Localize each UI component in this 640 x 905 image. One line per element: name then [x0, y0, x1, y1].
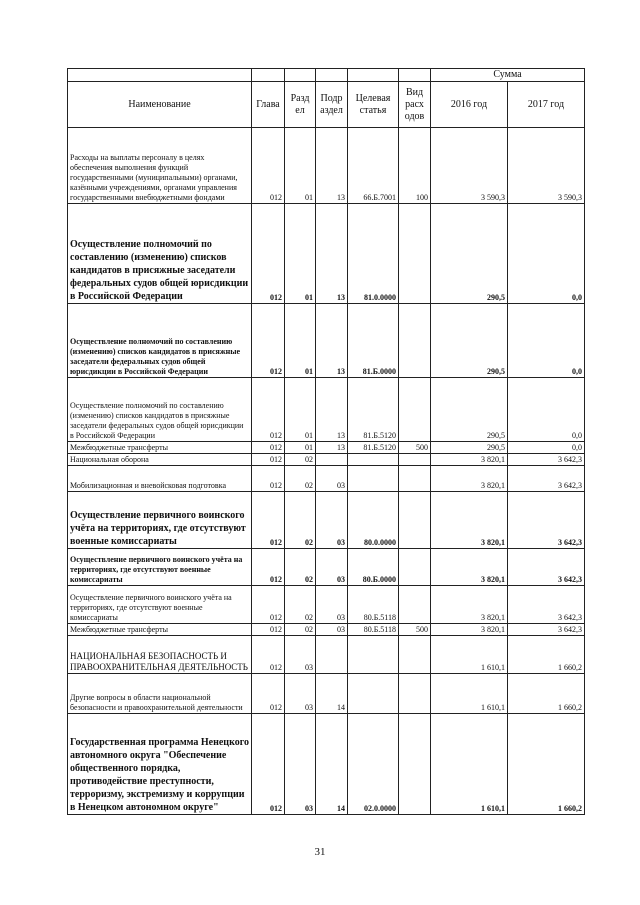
- row-vid: [399, 204, 431, 304]
- table-row: [68, 492, 585, 549]
- row-name: Осуществление полномочий по составлению (изменению) списков кандидатов в присяжные заседатели федеральных судов общей юрисдикции в Российской Федерации: [68, 304, 252, 378]
- row-podrazdel: 13: [316, 128, 348, 204]
- row-target: 80.Б.0000: [348, 549, 399, 586]
- header-target: Целевая статья: [348, 82, 399, 128]
- row-2017: 1 660,2: [508, 636, 585, 674]
- row-target: 81.Б.5120: [348, 378, 399, 442]
- row-2016: 1 610,1: [431, 674, 508, 714]
- row-razdel: 02: [285, 586, 316, 624]
- row-vid: [399, 636, 431, 674]
- row-2017: 3 642,3: [508, 549, 585, 586]
- row-name: Осуществление первичного воинского учёта на территориях, где отсутствуют военные комиссариаты: [68, 586, 252, 624]
- row-podrazdel: 13: [316, 442, 348, 454]
- row-podrazdel: 14: [316, 714, 348, 815]
- row-2017: 1 660,2: [508, 714, 585, 815]
- row-glava: 012: [252, 714, 285, 815]
- row-2016: 3 820,1: [431, 454, 508, 466]
- header-name: Наименование: [68, 82, 252, 128]
- row-name: Осуществление первичного воинского учёта на территориях, где отсутствуют военные комиссариаты: [68, 549, 252, 586]
- row-2017: 3 642,3: [508, 624, 585, 636]
- row-2016: 290,5: [431, 442, 508, 454]
- row-razdel: 01: [285, 204, 316, 304]
- row-target: 80.Б.5118: [348, 586, 399, 624]
- row-name: НАЦИОНАЛЬНАЯ БЕЗОПАСНОСТЬ И ПРАВООХРАНИТЕЛЬНАЯ ДЕЯТЕЛЬНОСТЬ: [68, 636, 252, 674]
- table-row: [68, 204, 585, 304]
- row-glava: 012: [252, 624, 285, 636]
- row-podrazdel: 03: [316, 549, 348, 586]
- table-row: [68, 378, 585, 442]
- table-row: [68, 549, 585, 586]
- row-2016: 290,5: [431, 204, 508, 304]
- row-podrazdel: 13: [316, 204, 348, 304]
- row-razdel: 02: [285, 492, 316, 549]
- row-podrazdel: [316, 454, 348, 466]
- header-2017: 2017 год: [508, 82, 585, 128]
- row-razdel: 03: [285, 674, 316, 714]
- row-vid: 500: [399, 442, 431, 454]
- row-podrazdel: 03: [316, 492, 348, 549]
- row-razdel: 01: [285, 378, 316, 442]
- row-name: Межбюджетные трансферты: [68, 624, 252, 636]
- header-vid: Вид расх одов: [399, 82, 431, 128]
- row-target: 02.0.0000: [348, 714, 399, 815]
- header-glava: Глава: [252, 82, 285, 128]
- row-name: Национальная оборона: [68, 454, 252, 466]
- row-vid: [399, 674, 431, 714]
- row-name: Осуществление полномочий по составлению (изменению) списков кандидатов в присяжные заседатели федеральных судов общей юрисдикции в Российской Федерации: [68, 378, 252, 442]
- row-vid: [399, 454, 431, 466]
- row-razdel: 01: [285, 128, 316, 204]
- header-podrazdel: Подр аздел: [316, 82, 348, 128]
- row-2016: 1 610,1: [431, 714, 508, 815]
- row-razdel: 02: [285, 466, 316, 492]
- row-name: Государственная программа Ненецкого автономного округа "Обеспечение общественного порядка, противодействие преступности, терроризму, экстремизму и коррупции в Ненецком автономном округе": [68, 714, 252, 815]
- row-2017: 3 642,3: [508, 454, 585, 466]
- row-2017: 3 642,3: [508, 466, 585, 492]
- row-glava: 012: [252, 204, 285, 304]
- table-row: [68, 304, 585, 378]
- row-2017: 3 642,3: [508, 492, 585, 549]
- row-target: [348, 466, 399, 492]
- row-target: [348, 674, 399, 714]
- row-podrazdel: [316, 636, 348, 674]
- row-glava: 012: [252, 586, 285, 624]
- row-podrazdel: 03: [316, 466, 348, 492]
- row-2017: 3 590,3: [508, 128, 585, 204]
- row-2017: 0,0: [508, 442, 585, 454]
- row-glava: 012: [252, 549, 285, 586]
- row-podrazdel: 14: [316, 674, 348, 714]
- row-razdel: 01: [285, 442, 316, 454]
- row-razdel: 02: [285, 624, 316, 636]
- row-podrazdel: 13: [316, 378, 348, 442]
- row-2016: 3 820,1: [431, 492, 508, 549]
- row-glava: 012: [252, 128, 285, 204]
- row-name: Осуществление полномочий по составлению (изменению) списков кандидатов в присяжные заседатели федеральных судов общей юрисдикции в Российской Федерации: [68, 204, 252, 304]
- row-2016: 290,5: [431, 378, 508, 442]
- row-vid: [399, 586, 431, 624]
- row-target: [348, 636, 399, 674]
- row-target: 80.0.0000: [348, 492, 399, 549]
- row-2017: 0,0: [508, 378, 585, 442]
- row-podrazdel: 03: [316, 624, 348, 636]
- header-2016: 2016 год: [431, 82, 508, 128]
- row-name: Другие вопросы в области национальной безопасности и правоохранительной деятельности: [68, 674, 252, 714]
- row-2016: 3 820,1: [431, 624, 508, 636]
- table-row: [68, 674, 585, 714]
- row-vid: [399, 714, 431, 815]
- row-glava: 012: [252, 636, 285, 674]
- row-glava: 012: [252, 674, 285, 714]
- row-target: 81.0.0000: [348, 204, 399, 304]
- row-2016: 3 820,1: [431, 466, 508, 492]
- row-target: 81.Б.0000: [348, 304, 399, 378]
- row-target: 80.Б.5118: [348, 624, 399, 636]
- row-name: Расходы на выплаты персоналу в целях обеспечения выполнения функций государственными (муниципальными) органами, казёнными учреждениями, органами управления государственными внебюджетными фондами: [68, 128, 252, 204]
- row-razdel: 03: [285, 636, 316, 674]
- row-2016: 290,5: [431, 304, 508, 378]
- table-row: [68, 466, 585, 492]
- row-vid: 100: [399, 128, 431, 204]
- row-name: Межбюджетные трансферты: [68, 442, 252, 454]
- header-sum: Сумма: [431, 69, 585, 82]
- row-razdel: 01: [285, 304, 316, 378]
- row-glava: 012: [252, 492, 285, 549]
- row-vid: [399, 304, 431, 378]
- table-row: [68, 128, 585, 204]
- row-glava: 012: [252, 378, 285, 442]
- budget-table: [67, 68, 585, 815]
- row-razdel: 03: [285, 714, 316, 815]
- page-number: 31: [314, 846, 326, 858]
- row-vid: [399, 492, 431, 549]
- row-2016: 3 820,1: [431, 549, 508, 586]
- row-target: [348, 454, 399, 466]
- row-name: Мобилизационная и вневойсковая подготовка: [68, 466, 252, 492]
- row-name: Осуществление первичного воинского учёта на территориях, где отсутствуют военные комиссариаты: [68, 492, 252, 549]
- row-2016: 3 820,1: [431, 586, 508, 624]
- row-vid: [399, 549, 431, 586]
- row-vid: [399, 466, 431, 492]
- table-row: [68, 636, 585, 674]
- row-target: 81.Б.5120: [348, 442, 399, 454]
- row-2017: 1 660,2: [508, 674, 585, 714]
- header-blank: [68, 69, 252, 82]
- row-razdel: 02: [285, 454, 316, 466]
- row-vid: [399, 378, 431, 442]
- row-2017: 3 642,3: [508, 586, 585, 624]
- row-podrazdel: 03: [316, 586, 348, 624]
- row-vid: 500: [399, 624, 431, 636]
- row-glava: 012: [252, 466, 285, 492]
- table-row: [68, 714, 585, 815]
- row-glava: 012: [252, 304, 285, 378]
- row-glava: 012: [252, 442, 285, 454]
- row-razdel: 02: [285, 549, 316, 586]
- row-target: 66.Б.7001: [348, 128, 399, 204]
- row-2016: 1 610,1: [431, 636, 508, 674]
- table-row: [68, 454, 585, 466]
- row-2017: 0,0: [508, 204, 585, 304]
- header-razdel: Разд ел: [285, 82, 316, 128]
- row-2017: 0,0: [508, 304, 585, 378]
- row-glava: 012: [252, 454, 285, 466]
- row-2016: 3 590,3: [431, 128, 508, 204]
- table-row: [68, 586, 585, 624]
- row-podrazdel: 13: [316, 304, 348, 378]
- table-row: [68, 624, 585, 636]
- table-row: [68, 442, 585, 454]
